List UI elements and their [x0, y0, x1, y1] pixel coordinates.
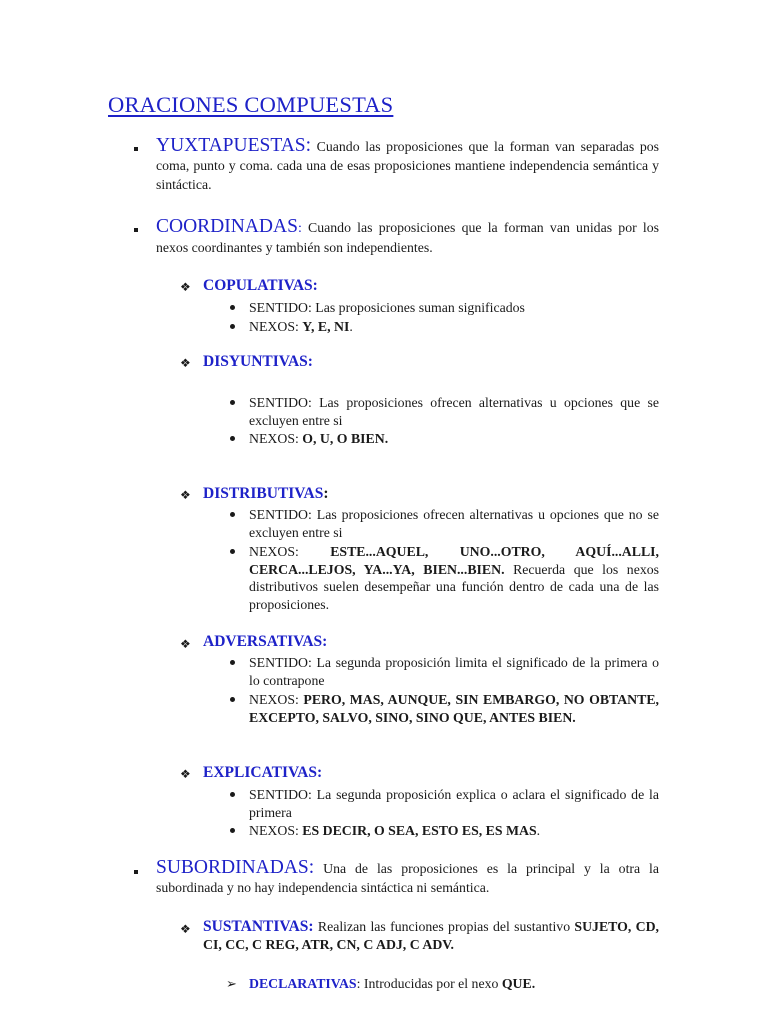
yuxtapuestas-paragraph [156, 136, 659, 194]
square-bullet-icon [134, 228, 138, 232]
arrow-bullet-icon: ➢ [226, 976, 237, 991]
disyuntivas-sentido: SENTIDO: Las proposiciones ofrecen alternativas u opciones que se excluyen entre si [249, 395, 659, 428]
explicativas-heading: EXPLICATIVAS: [203, 764, 323, 781]
disyuntivas-nexos [249, 430, 659, 448]
nexos-label: NEXOS: [249, 823, 303, 838]
round-bullet-icon [230, 660, 235, 665]
distributivas-nexos [249, 543, 659, 613]
round-bullet-icon [230, 512, 235, 517]
diamond-bullet-icon: ❖ [180, 356, 191, 370]
nexos-value: ES DECIR, O SEA, ESTO ES, ES MAS [302, 823, 537, 838]
round-bullet-icon [230, 828, 235, 833]
explicativas-sentido: SENTIDO: La segunda proposición explica o aclara el significado de la primera [249, 787, 659, 820]
adversativas-sentido: SENTIDO: La segunda proposición limita el significado de la primera o lo contrapone [249, 655, 659, 688]
nexos-value: ESTE...AQUEL, UNO...OTRO, AQUÍ...ALLI, CERCA...LEJOS, YA...YA, BIEN...BIEN. [249, 544, 659, 577]
round-bullet-icon [230, 436, 235, 441]
diamond-bullet-icon: ❖ [180, 767, 191, 781]
distributivas-colon: : [323, 485, 329, 502]
nexos-label: NEXOS: [249, 319, 303, 334]
distributivas-heading [203, 485, 329, 503]
nexos-label: NEXOS: [249, 431, 303, 446]
round-bullet-icon [230, 305, 235, 310]
disyuntivas-heading: DISYUNTIVAS: [203, 353, 313, 370]
declarativas-text: Introducidas por el nexo [360, 976, 502, 991]
distributivas-term: DISTRIBUTIVAS [203, 485, 324, 502]
adversativas-nexos [249, 691, 659, 726]
yuxtapuestas-text: Cuando las proposiciones que la forman van separadas pos coma, punto y coma. cada una de esas proposiciones mantiene independencia semántica y sintáctica. [156, 139, 659, 192]
nexos-value: PERO, MAS, AUNQUE, SIN EMBARGO, NO OBTANTE, EXCEPTO, SALVO, SINO, SINO QUE, ANTES BIEN. [249, 692, 659, 725]
coordinadas-text: Cuando las proposiciones que la forman van unidas por los nexos coordinantes y también son independientes. [156, 220, 659, 255]
nexos-tail: . [536, 823, 541, 838]
adversativas-heading: ADVERSATIVAS: [203, 633, 328, 650]
distributivas-sentido: SENTIDO: Las proposiciones ofrecen alternativas u opciones que no se excluyen entre si [249, 507, 659, 540]
diamond-bullet-icon: ❖ [180, 488, 191, 502]
yuxtapuestas-term: YUXTAPUESTAS: [156, 135, 312, 156]
diamond-bullet-icon: ❖ [180, 280, 191, 294]
copulativas-heading: COPULATIVAS: [203, 277, 318, 294]
subordinadas-term: SUBORDINADAS: [156, 857, 315, 878]
nexos-tail: Recuerda que los nexos distributivos suelen desempeñar una función dentro de cada una de las proposiciones. [249, 561, 659, 612]
nexos-label: NEXOS: [249, 692, 304, 707]
round-bullet-icon [230, 324, 235, 329]
coordinadas-colon: : [297, 221, 302, 236]
explicativas-nexos [249, 822, 659, 840]
declarativas-colon: : [356, 976, 361, 991]
diamond-bullet-icon: ❖ [180, 637, 191, 651]
square-bullet-icon [134, 147, 138, 151]
coordinadas-term: COORDINADAS [156, 216, 298, 237]
nexos-tail: . [349, 319, 353, 334]
coordinadas-paragraph [156, 217, 659, 257]
diamond-bullet-icon: ❖ [180, 922, 191, 936]
nexos-value: O, U, O BIEN. [302, 431, 389, 446]
copulativas-nexos [249, 318, 659, 336]
round-bullet-icon [230, 400, 235, 405]
round-bullet-icon [230, 792, 235, 797]
declarativas-heading: DECLARATIVAS [249, 976, 357, 991]
sustantivas-heading: SUSTANTIVAS: [203, 918, 314, 935]
page-title: ORACIONES COMPUESTAS [108, 92, 394, 117]
subordinadas-text: Una de las proposiciones es la principal y la otra la subordinada y no hay independencia sintáctica ni semántica. [156, 861, 659, 895]
sustantivas-funciones: SUJETO, CD, CI, CC, C REG, ATR, CN, C ADJ, C ADV. [203, 919, 659, 952]
nexos-value: Y, E, NI [302, 319, 350, 334]
nexos-label: NEXOS: [249, 544, 331, 559]
round-bullet-icon [230, 697, 235, 702]
square-bullet-icon [134, 870, 138, 874]
round-bullet-icon [230, 549, 235, 554]
declarativas-nexo: QUE. [501, 976, 536, 991]
sustantivas-paragraph [203, 918, 659, 953]
copulativas-sentido: SENTIDO: Las proposiciones suman significados [249, 300, 525, 315]
sustantivas-text: Realizan las funciones propias del sustantivo [313, 919, 575, 934]
subordinadas-paragraph [156, 858, 659, 897]
declarativas-line [249, 975, 659, 993]
